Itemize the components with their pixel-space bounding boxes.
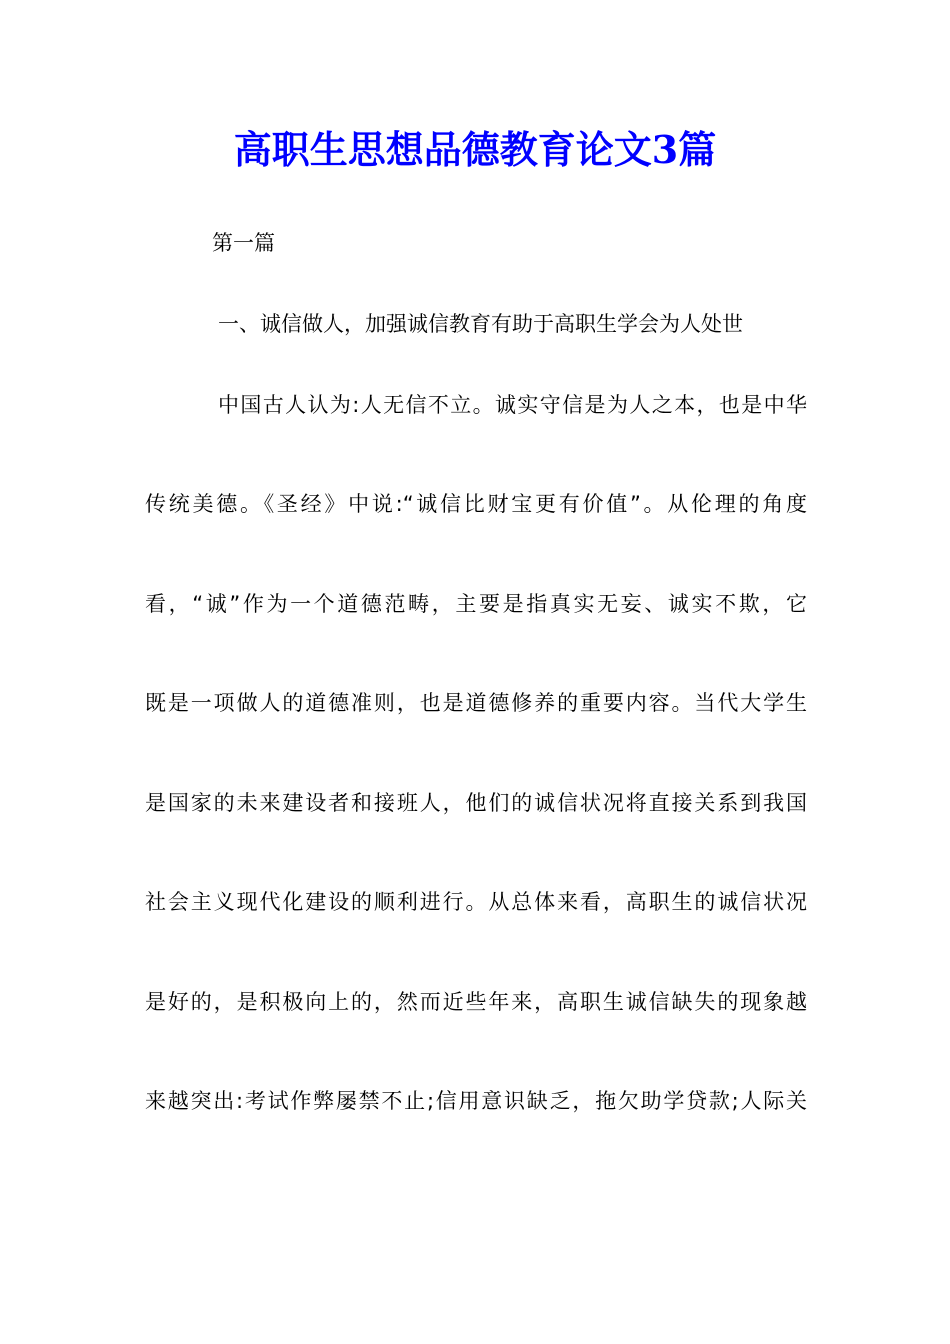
body-line: 社会主义现代化建设的顺利进行。从总体来看，高职生的诚信状况 (145, 890, 807, 914)
body-line: 看，“诚”作为一个道德范畴，主要是指真实无妄、诚实不欺，它 (145, 592, 807, 616)
body-line: 既是一项做人的道德准则，也是道德修养的重要内容。当代大学生 (145, 691, 807, 715)
body-line: 是好的，是积极向上的，然而近些年来，高职生诚信缺失的现象越 (145, 990, 807, 1014)
section-heading: 一、诚信做人，加强诚信教育有助于高职生学会为人处世 (218, 312, 743, 336)
document-title: 高职生思想品德教育论文3篇 (233, 127, 717, 172)
part-heading: 第一篇 (212, 231, 275, 255)
body-line: 是国家的未来建设者和接班人，他们的诚信状况将直接关系到我国 (145, 791, 807, 815)
body-line: 传统美德。《圣经》中说:“诚信比财宝更有价值”。从伦理的角度 (145, 492, 807, 516)
body-line: 中国古人认为:人无信不立。诚实守信是为人之本，也是中华 (218, 393, 807, 417)
body-line: 来越突出:考试作弊屡禁不止;信用意识缺乏，拖欠助学贷款;人际关 (145, 1089, 807, 1113)
